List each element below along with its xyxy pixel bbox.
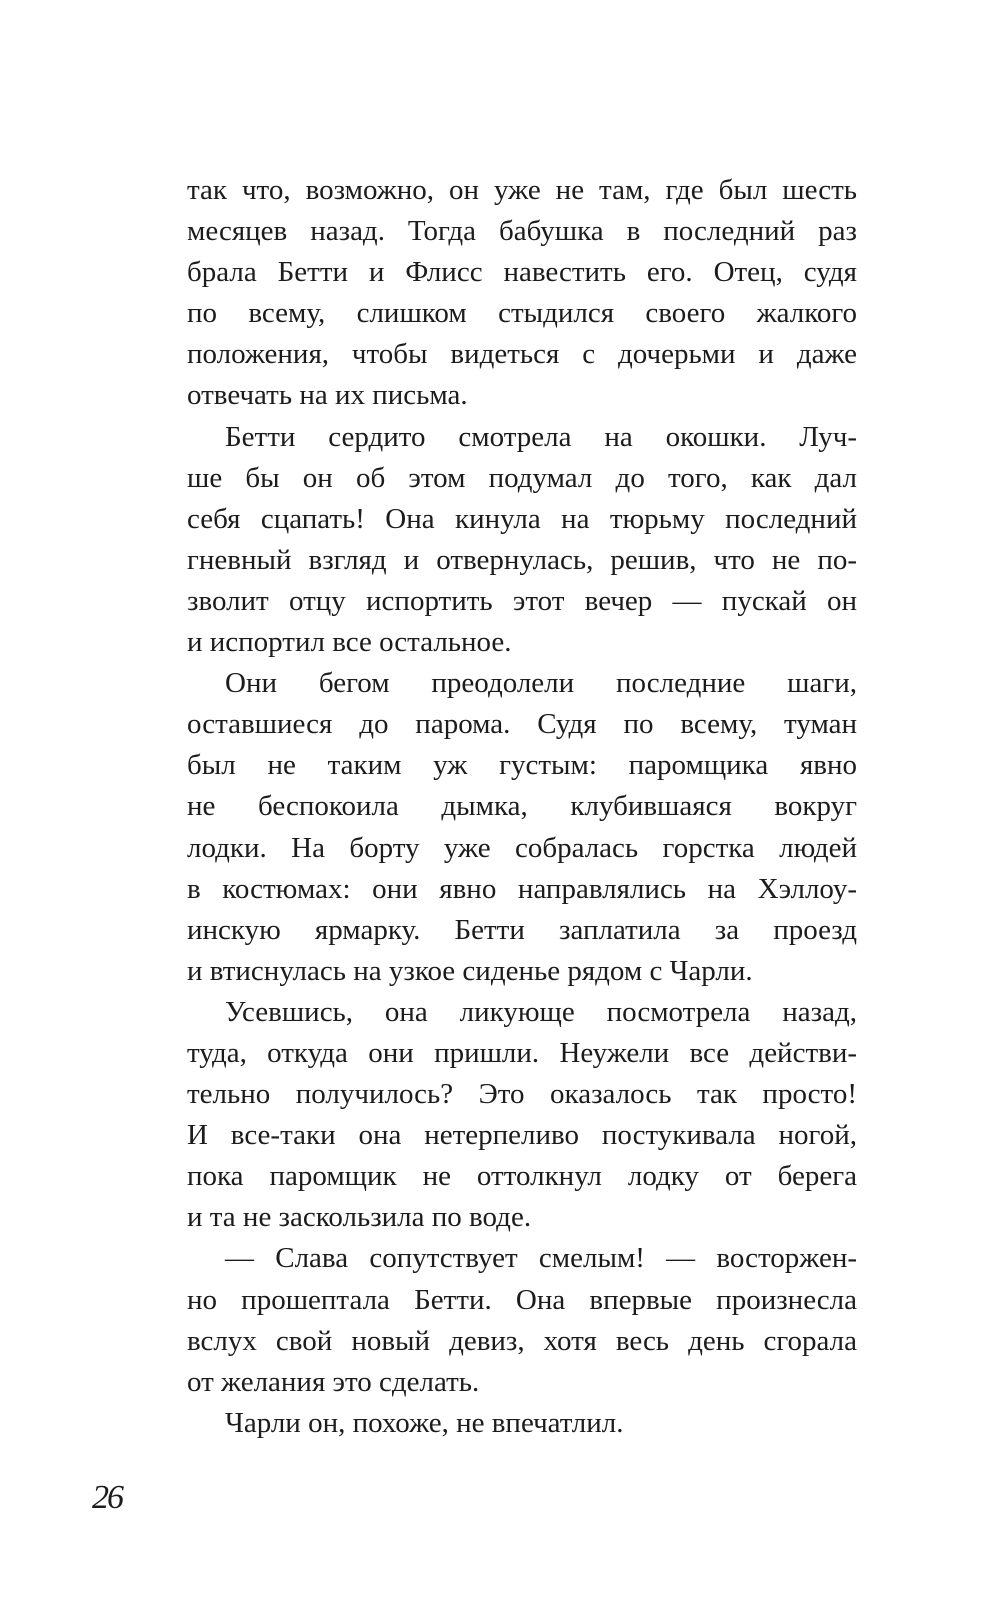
- text-line: оставшиеся до парома. Судя по всему, туман: [187, 708, 857, 741]
- text-line: так что, возможно, он уже не там, где был шесть: [187, 174, 857, 206]
- paragraph: [187, 992, 857, 1239]
- paragraph: [187, 663, 857, 992]
- text-line: лодки. На борту уже собралась горстка людей: [187, 831, 857, 864]
- text-line: брала Бетти и Флисс навестить его. Отец, судя: [187, 256, 857, 289]
- text-line: по всему, слишком стыдился своего жалкого: [187, 297, 857, 330]
- text-line: Они бегом преодолели последние шаги,: [225, 667, 857, 700]
- page-number: 26: [92, 1479, 122, 1516]
- text-line: и испортил все остальное.: [187, 626, 512, 659]
- text-line: не беспокоила дымка, клубившаяся вокруг: [187, 790, 857, 823]
- text-line: в костюмах: они явно направлялись на Хэллоу-: [187, 872, 857, 905]
- text-line: Бетти сердито смотрела на окошки. Луч-: [225, 420, 857, 453]
- text-line: зволит отцу испортить этот вечер — пускай он: [187, 584, 857, 617]
- text-line: Усевшись, она ликующе посмотрела назад,: [225, 995, 857, 1028]
- text-line: себя сцапать! Она кинула на тюрьму последний: [187, 502, 857, 535]
- text-line: от желания это сделать.: [187, 1365, 480, 1398]
- text-line: положения, чтобы видеться с дочерьми и даже: [187, 338, 857, 371]
- text-line: и втиснулась на узкое сиденье рядом с Чарли.: [187, 954, 753, 987]
- text-line: месяцев назад. Тогда бабушка в последний раз: [187, 215, 857, 248]
- text-line: отвечать на их письма.: [187, 379, 468, 412]
- text-line: — Слава сопутствует смелым! — восторжен-: [225, 1242, 857, 1275]
- text-line: пока паромщик не оттолкнул лодку от берега: [187, 1160, 857, 1193]
- text-line: тельно получилось? Это оказалось так просто!: [187, 1078, 857, 1111]
- paragraph: [187, 170, 857, 417]
- paragraph: [187, 417, 857, 664]
- text-line: но прошептала Бетти. Она впервые произнесла: [187, 1283, 857, 1316]
- text-line: и та не заскользила по воде.: [187, 1201, 532, 1234]
- paragraph: [187, 1238, 857, 1402]
- text-line: был не таким уж густым: паромщика явно: [187, 749, 857, 782]
- text-line: И все-таки она нетерпеливо постукивала ногой,: [187, 1119, 857, 1152]
- text-line: гневный взгляд и отвернулась, решив, что не по-: [187, 543, 857, 576]
- body-text: [187, 170, 857, 1444]
- text-line: вслух свой новый девиз, хотя весь день сгорала: [187, 1324, 857, 1357]
- text-line: туда, откуда они пришли. Неужели все действи-: [187, 1036, 857, 1069]
- text-line: Чарли он, похоже, не впечатлил.: [225, 1406, 624, 1439]
- text-line: ше бы он об этом подумал до того, как дал: [187, 461, 857, 494]
- text-line: инскую ярмарку. Бетти заплатила за проезд: [187, 913, 857, 946]
- paragraph: [187, 1403, 857, 1444]
